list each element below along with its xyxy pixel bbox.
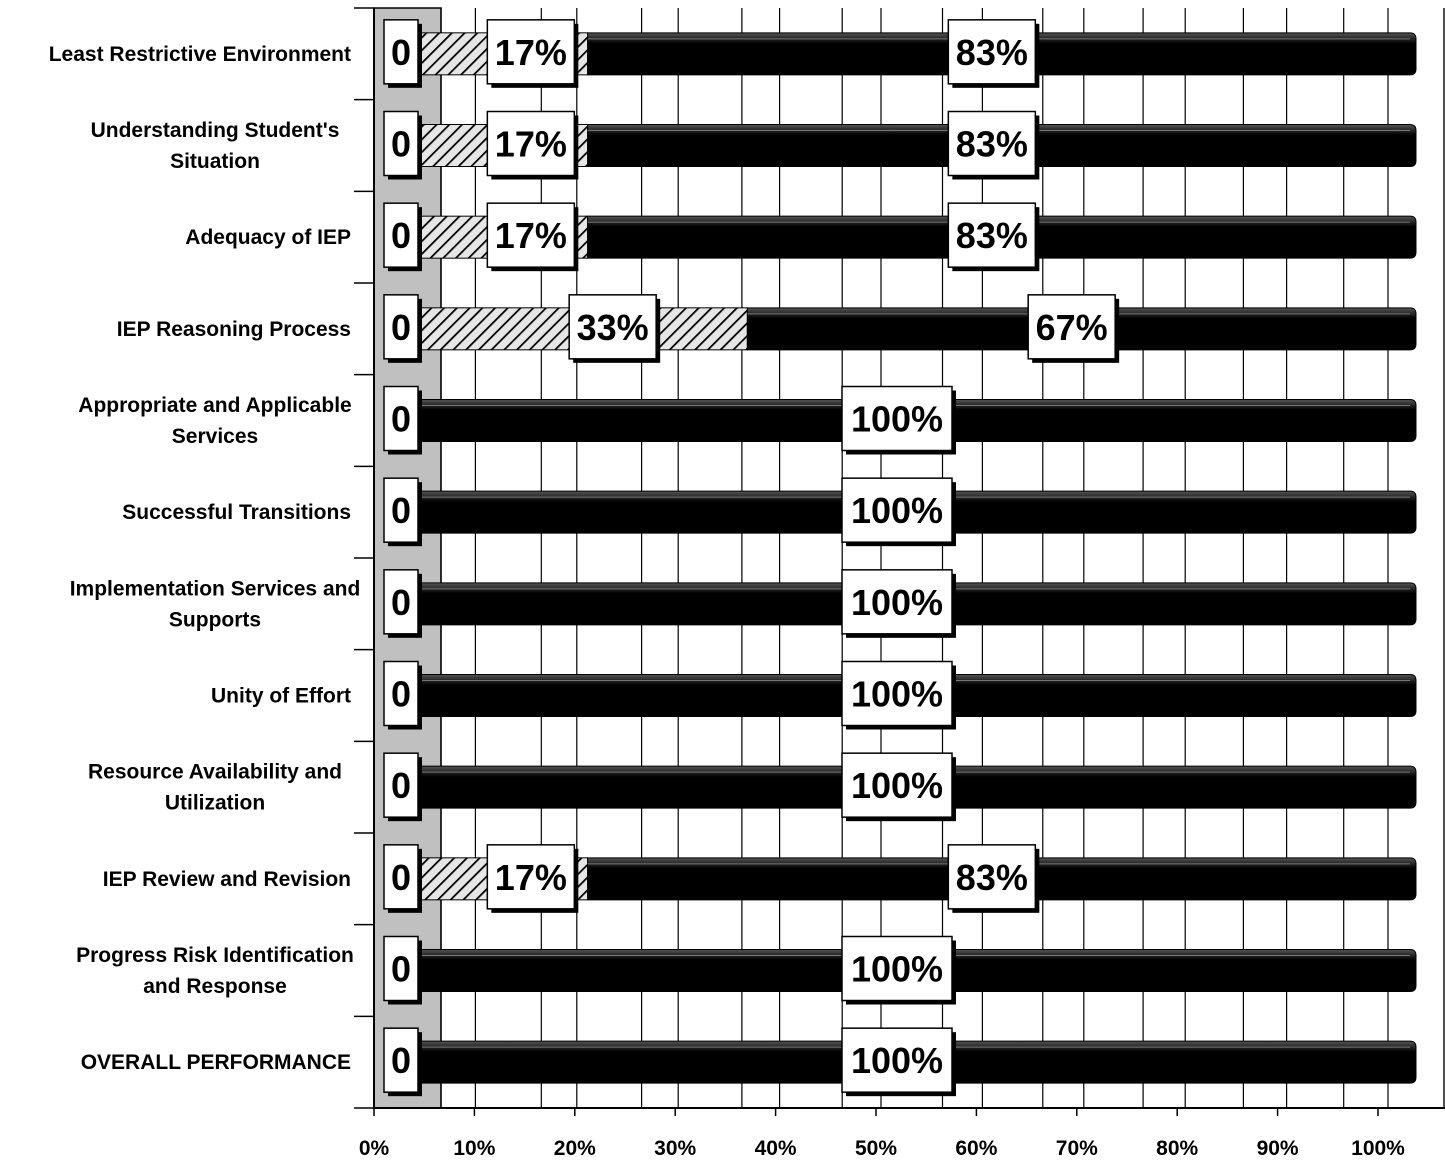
category-label: Adequacy of IEP <box>185 226 351 250</box>
data-label-hatched: 33% <box>576 306 649 348</box>
category-label: Successful Transitions <box>122 501 351 525</box>
x-tick-labels <box>359 1137 1405 1160</box>
category-label: IEP Review and Revision <box>102 867 351 891</box>
data-label-zero: 0 <box>390 215 412 257</box>
data-label-zero: 0 <box>390 398 412 440</box>
data-label-solid: 100% <box>850 1040 944 1082</box>
category-label: IEP Reasoning Process <box>116 317 351 341</box>
data-label-solid: 83% <box>955 856 1028 898</box>
data-label-solid: 83% <box>955 123 1028 165</box>
x-tick-label: 40% <box>754 1137 797 1160</box>
category-label: Situation <box>170 150 260 173</box>
x-tick-label: 100% <box>1351 1137 1405 1160</box>
data-labels <box>384 20 1119 1096</box>
x-tick-label: 90% <box>1256 1137 1299 1160</box>
data-label-zero: 0 <box>390 306 412 348</box>
category-label: Utilization <box>164 791 266 815</box>
data-label-zero: 0 <box>390 31 412 73</box>
data-label-solid: 83% <box>955 31 1028 73</box>
x-tick-label: 0% <box>358 1137 390 1160</box>
x-tick-label: 70% <box>1055 1137 1098 1160</box>
data-label-zero: 0 <box>390 581 412 623</box>
x-tick-label: 10% <box>453 1137 496 1160</box>
data-label-zero: 0 <box>390 1040 412 1082</box>
x-tick-label: 50% <box>854 1137 898 1160</box>
data-label-solid: 100% <box>850 948 944 990</box>
category-label: Supports <box>168 608 262 632</box>
data-label-hatched: 17% <box>494 215 567 257</box>
data-label-solid: 67% <box>1035 306 1108 348</box>
data-label-zero: 0 <box>390 765 412 807</box>
category-label: and Response <box>143 975 287 998</box>
category-label: Resource Availability and <box>87 760 343 784</box>
data-label-zero: 0 <box>390 673 412 715</box>
category-label: Services <box>171 425 259 448</box>
x-tick-label: 80% <box>1156 1137 1199 1160</box>
category-label: Least Restrictive Environment <box>48 42 351 66</box>
data-label-solid: 100% <box>850 581 944 623</box>
category-label: Unity of Effort <box>211 684 351 708</box>
x-tick-label: 30% <box>654 1137 697 1160</box>
data-label-zero: 0 <box>390 948 412 990</box>
category-label: Implementation Services and <box>69 577 361 601</box>
category-labels <box>49 43 361 1074</box>
x-tick-label: 60% <box>955 1137 998 1160</box>
data-label-solid: 83% <box>955 215 1028 257</box>
category-label: Appropriate and Applicable <box>78 394 352 417</box>
category-label: Progress Risk Identification <box>76 944 354 967</box>
data-label-zero: 0 <box>390 490 412 532</box>
data-label-solid: 100% <box>850 673 944 715</box>
x-tick-label: 20% <box>553 1137 596 1160</box>
data-label-hatched: 17% <box>494 123 567 165</box>
bars <box>418 33 1416 1083</box>
data-label-solid: 100% <box>850 398 944 440</box>
data-label-zero: 0 <box>390 123 412 165</box>
data-label-solid: 100% <box>850 490 944 532</box>
data-label-zero: 0 <box>390 856 412 898</box>
category-label: OVERALL PERFORMANCE <box>80 1051 351 1075</box>
data-label-solid: 100% <box>850 765 944 807</box>
data-label-hatched: 17% <box>494 31 567 73</box>
category-label: Understanding Student's <box>90 119 340 142</box>
data-label-hatched: 17% <box>494 856 567 898</box>
